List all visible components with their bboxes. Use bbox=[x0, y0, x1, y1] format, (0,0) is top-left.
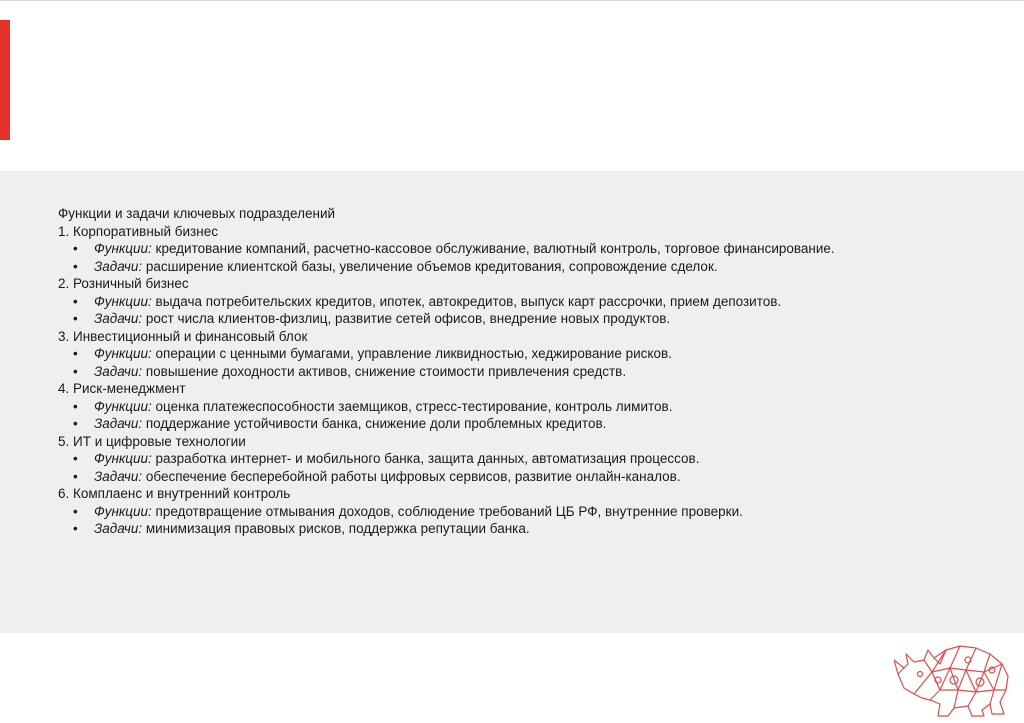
rhino-logo-icon bbox=[894, 640, 1014, 718]
bullet-list bbox=[58, 503, 1024, 538]
section-investment bbox=[58, 328, 1024, 381]
functions-label: Функции: bbox=[94, 346, 152, 361]
tasks-label: Задачи: bbox=[94, 521, 143, 536]
tasks-label: Задачи: bbox=[94, 311, 143, 326]
functions-item bbox=[58, 345, 1024, 363]
section-title: 1. Корпоративный бизнес bbox=[58, 223, 218, 239]
section-risk-management bbox=[58, 380, 1024, 433]
page-heading: Функции и задачи ключевых подразделений bbox=[58, 206, 336, 221]
bullet-list bbox=[58, 398, 1024, 433]
tasks-label: Задачи: bbox=[94, 468, 143, 484]
functions-text: выдача потребительских кредитов, ипотек, автокредитов, выпуск карт рассрочки, прием депозитов. bbox=[151, 293, 782, 309]
tasks-text: обеспечение бесперебойной работы цифровых сервисов, развитие онлайн-каналов. bbox=[142, 468, 681, 484]
section-compliance bbox=[58, 485, 1024, 538]
tasks-label: Задачи: bbox=[94, 363, 143, 379]
section-title: 5. ИТ и цифровые технологии bbox=[58, 433, 246, 449]
functions-item bbox=[58, 293, 1024, 311]
section-it-digital bbox=[58, 433, 1024, 486]
tasks-text: повышение доходности активов, снижение стоимости привлечения средств. bbox=[142, 363, 627, 379]
tasks-item bbox=[58, 520, 1024, 538]
tasks-item bbox=[58, 258, 1024, 276]
bullet-icon: • bbox=[73, 416, 78, 431]
bullet-icon: • bbox=[73, 363, 78, 379]
bullet-icon: • bbox=[73, 451, 78, 466]
functions-text: кредитование компаний, расчетно-кассовое обслуживание, валютный контроль, торговое финансирование. bbox=[151, 241, 835, 256]
bullet-list bbox=[58, 293, 1024, 328]
bullet-icon: • bbox=[73, 311, 78, 326]
tasks-item bbox=[58, 363, 1024, 381]
functions-item bbox=[58, 240, 1024, 258]
bullet-list bbox=[58, 345, 1024, 380]
tasks-label: Задачи: bbox=[94, 258, 143, 274]
tasks-text: минимизация правовых рисков, поддержка репутации банка. bbox=[142, 521, 530, 536]
tasks-text: поддержание устойчивости банка, снижение доли проблемных кредитов. bbox=[142, 416, 607, 431]
functions-label: Функции: bbox=[94, 293, 152, 309]
functions-label: Функции: bbox=[94, 451, 152, 466]
bullet-icon: • bbox=[73, 241, 78, 256]
content-panel bbox=[0, 171, 1024, 633]
functions-item bbox=[58, 450, 1024, 468]
functions-item bbox=[58, 398, 1024, 416]
tasks-item bbox=[58, 415, 1024, 433]
bullet-list bbox=[58, 450, 1024, 485]
top-divider bbox=[0, 0, 1024, 1]
functions-text: предотвращение отмывания доходов, соблюдение требований ЦБ РФ, внутренние проверки. bbox=[151, 503, 743, 519]
bullet-icon: • bbox=[73, 258, 78, 274]
accent-bar bbox=[0, 20, 10, 140]
tasks-label: Задачи: bbox=[94, 416, 143, 431]
functions-label: Функции: bbox=[94, 503, 152, 519]
section-title: 3. Инвестиционный и финансовый блок bbox=[58, 328, 308, 344]
functions-text: оценка платежеспособности заемщиков, стресс-тестирование, контроль лимитов. bbox=[151, 398, 673, 414]
bullet-icon: • bbox=[73, 468, 78, 484]
section-retail bbox=[58, 275, 1024, 328]
bullet-icon: • bbox=[73, 346, 78, 361]
section-title: 6. Комплаенс и внутренний контроль bbox=[58, 486, 291, 501]
bullet-icon: • bbox=[73, 293, 78, 309]
tasks-item bbox=[58, 310, 1024, 328]
functions-label: Функции: bbox=[94, 398, 152, 414]
functions-label: Функции: bbox=[94, 241, 152, 256]
bullet-icon: • bbox=[73, 398, 78, 414]
tasks-item bbox=[58, 468, 1024, 486]
bullet-list bbox=[58, 240, 1024, 275]
functions-text: разработка интернет- и мобильного банка, защита данных, автоматизация процессов. bbox=[151, 451, 700, 466]
tasks-text: расширение клиентской базы, увеличение объемов кредитования, сопровождение сделок. bbox=[142, 258, 718, 274]
bullet-icon: • bbox=[73, 503, 78, 519]
functions-text: операции с ценными бумагами, управление ликвидностью, хеджирование рисков. bbox=[151, 346, 672, 361]
functions-item bbox=[58, 503, 1024, 521]
section-title: 4. Риск-менеджмент bbox=[58, 381, 186, 396]
section-corporate bbox=[58, 223, 1024, 276]
section-title: 2. Розничный бизнес bbox=[58, 276, 189, 291]
bullet-icon: • bbox=[73, 521, 78, 536]
tasks-text: рост числа клиентов-физлиц, развитие сетей офисов, внедрение новых продуктов. bbox=[142, 311, 671, 326]
